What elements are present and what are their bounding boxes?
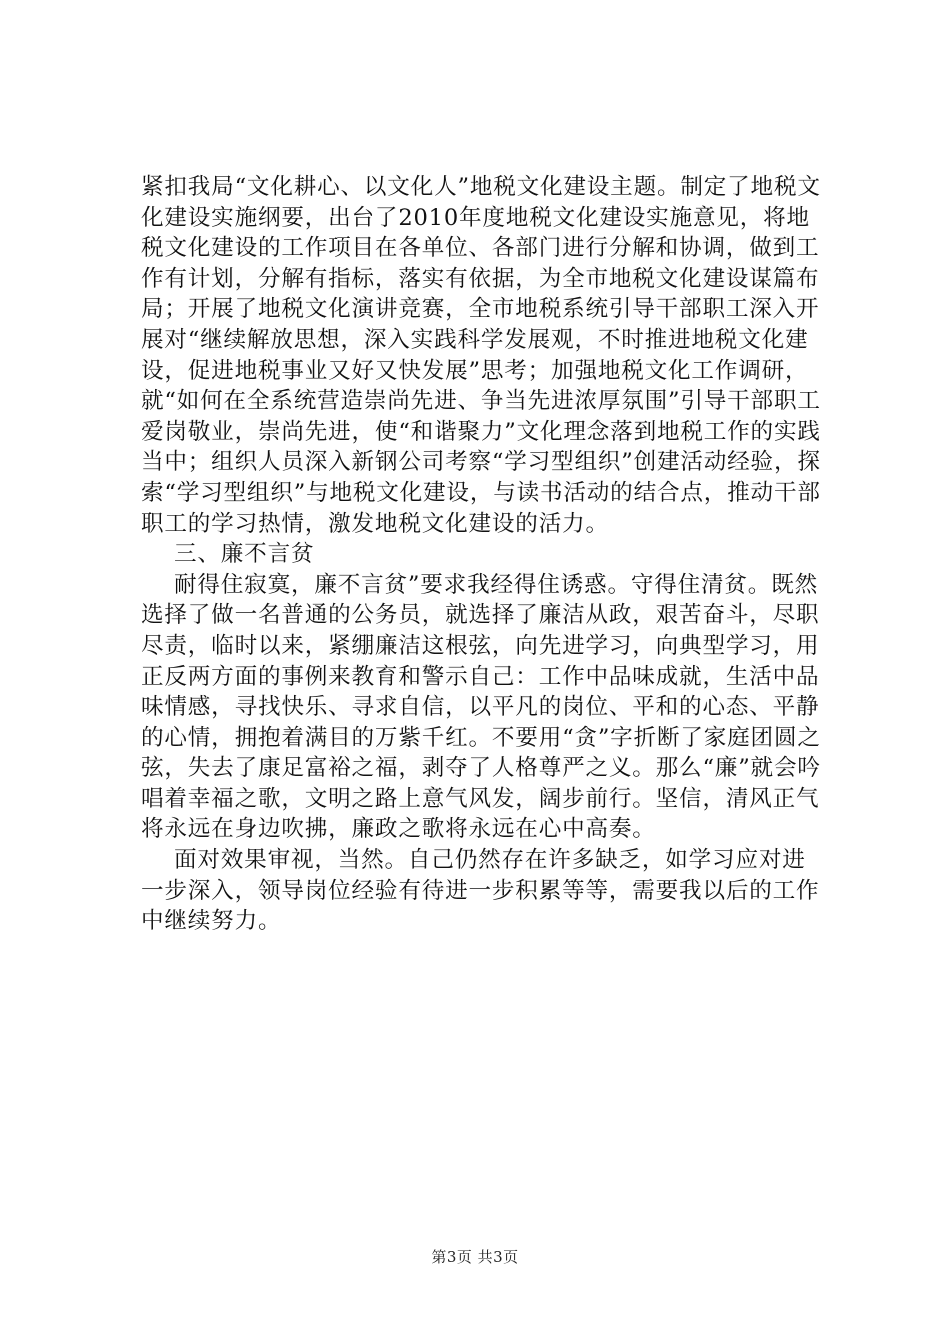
paragraph-culture-building: 紧扣我局“文化耕心、以文化人”地税文化建设主题。制定了地税文化建设实施纲要，出台了2010年度地税文化建设实施意见，将地税文化建设的工作项目在各单位、各部门进行分解和协调，做到工作有计划，分解有指标，落实有依据，为全市地税文化建设谋篇布局；开展了地税文化演讲竞赛，全市地税系统引导干部职工深入开展对“继续解放思想，深入实践科学发展观，不时推进地税文化建设，促进地税事业又好又快发展”思考；加强地税文化工作调研，就“如何在全系统营造崇尚先进、争当先进浓厚氛围”引导干部职工爱岗敬业，崇尚先进，使“和谐聚力”文化理念落到地税工作的实践当中；组织人员深入新钢公司考察“学习型组织”创建活动经验，探索“学习型组织”与地税文化建设，与读书活动的结合点，推动干部职工的学习热情，激发地税文化建设的活力。 xyxy=(141,174,821,537)
page-footer xyxy=(0,1246,950,1267)
paragraph-self-review: 面对效果审视，当然。自己仍然存在许多缺乏，如学习应对进一步深入，领导岗位经验有待进一步积累等等，需要我以后的工作中继续努力。 xyxy=(141,847,820,935)
section-heading-integrity: 三、廉不言贫 xyxy=(174,541,315,568)
page-indicator: 第3页 共3页 xyxy=(431,1248,519,1266)
paragraph-integrity: 耐得住寂寞，廉不言贫”要求我经得住诱惑。守得住清贫。既然选择了做一名普通的公务员，就选择了廉洁从政，艰苦奋斗，尽职尽责，临时以来，紧绷廉洁这根弦，向先进学习，向典型学习，用正反两方面的事例来教育和警示自己：工作中品味成就，生活中品味情感，寻找快乐、寻求自信，以平凡的岗位、平和的心态、平静的心情，拥抱着满目的万紫千红。不要用“贪”字折断了家庭团圆之弦，失去了康足富裕之福，剥夺了人格尊严之义。那么“廉”就会吟唱着幸福之歌，文明之路上意气风发，阔步前行。坚信，清风正气将永远在身边吹拂，廉政之歌将永远在心中高奏。 xyxy=(141,571,821,843)
body-text xyxy=(141,172,821,937)
